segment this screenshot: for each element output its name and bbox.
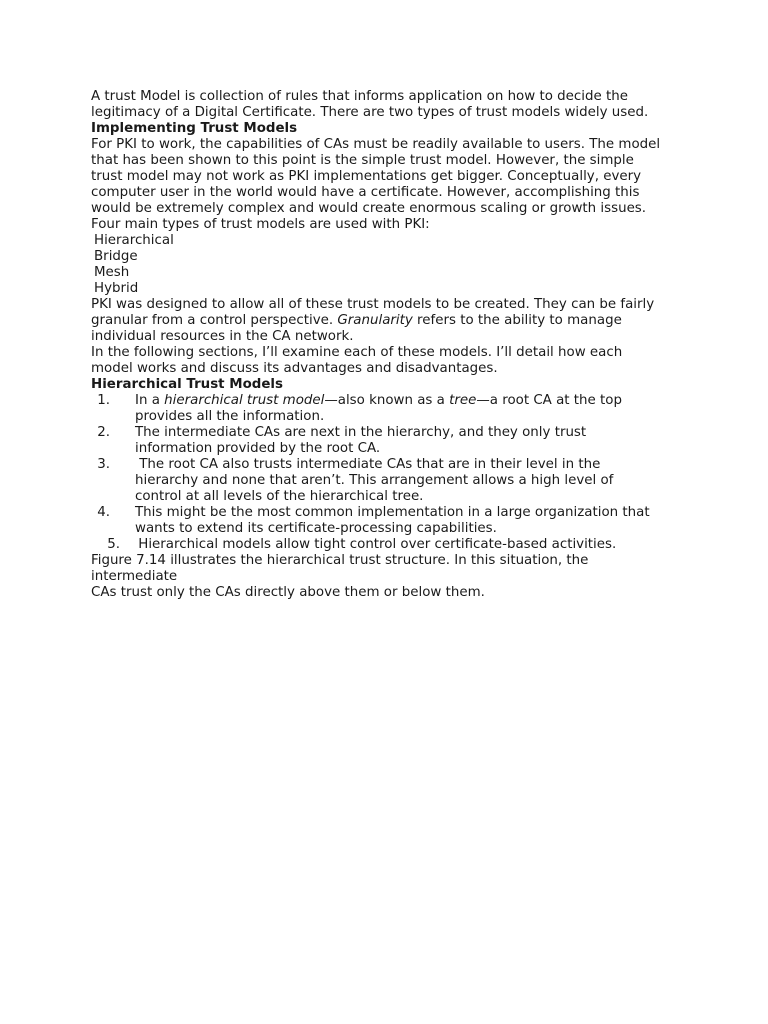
- para4-line-1: In the following sections, I’ll examine each of these models. I’ll detail how each: [91, 345, 623, 360]
- para1-line-4: computer user in the world would have a certificate. However, accomplishing this: [91, 185, 640, 200]
- para3-line-2: [91, 313, 691, 329]
- para1-line-3: trust model may not work as PKI implementations get bigger. Conceptually, every: [91, 169, 642, 184]
- list-item-4: [91, 505, 691, 521]
- document-page: [91, 89, 691, 601]
- intro-line-2: legitimacy of a Digital Certificate. There are two types of trust models widely used.: [91, 105, 649, 120]
- list-item-text: Hierarchical models allow tight control over certificate-based activities.: [134, 537, 617, 552]
- list-item-5: [91, 537, 691, 553]
- hierarchical-trust-model-term: hierarchical trust model: [164, 393, 325, 408]
- model-item-bridge: Bridge: [94, 249, 138, 264]
- model-item-hybrid: Hybrid: [94, 281, 139, 296]
- list-item-3: [91, 457, 691, 473]
- list-item-1-continuation: provides all the information.: [135, 409, 325, 424]
- closing-line-1: Figure 7.14 illustrates the hierarchical trust structure. In this situation, the: [91, 553, 589, 568]
- list-number: 5.: [107, 537, 120, 552]
- model-item-hierarchical: Hierarchical: [94, 233, 174, 248]
- list-item-text: The intermediate CAs are next in the hierarchy, and they only trust: [135, 425, 587, 440]
- para3-line-2-pre: granular from a control perspective.: [91, 313, 338, 328]
- para3-line-2-post: refers to the ability to manage: [412, 313, 622, 328]
- list-item-2-continuation: information provided by the root CA.: [135, 441, 381, 456]
- para1-line-5: would be extremely complex and would create enormous scaling or growth issues.: [91, 201, 647, 216]
- list-item-4-continuation: wants to extend its certificate-processing capabilities.: [135, 521, 497, 536]
- list-item-text: [110, 393, 622, 409]
- list-item-text: The root CA also trusts intermediate CAs that are in their level in the: [135, 457, 601, 472]
- heading-hierarchical-trust-models: Hierarchical Trust Models: [91, 377, 283, 392]
- closing-line-2: intermediate: [91, 569, 178, 584]
- para1-line-2: that has been shown to this point is the simple trust model. However, the simple: [91, 153, 634, 168]
- list-number: 2.: [97, 425, 110, 440]
- para3-granularity-term: Granularity: [337, 313, 413, 328]
- list-item-1-mid: —also known as a: [324, 393, 450, 408]
- model-item-mesh: Mesh: [94, 265, 130, 280]
- para4-line-2: model works and discuss its advantages and disadvantages.: [91, 361, 498, 376]
- list-item-3-continuation-2: control at all levels of the hierarchical tree.: [135, 489, 424, 504]
- list-item-text: This might be the most common implementation in a large organization that: [135, 505, 650, 520]
- para3-line-1: PKI was designed to allow all of these trust models to be created. They can be fairly: [91, 297, 655, 312]
- heading-implementing-trust-models: Implementing Trust Models: [91, 121, 298, 136]
- tree-term: tree: [449, 393, 477, 408]
- list-number: 1.: [97, 393, 110, 408]
- closing-line-3: CAs trust only the CAs directly above them or below them.: [91, 585, 485, 600]
- para2-line: Four main types of trust models are used with PKI:: [91, 217, 430, 232]
- list-item-1: [91, 393, 691, 409]
- para1-line-1: For PKI to work, the capabilities of CAs must be readily available to users. The model: [91, 137, 661, 152]
- list-item-1-pre: In a: [135, 393, 165, 408]
- list-number: 4.: [97, 505, 110, 520]
- list-number: 3.: [97, 457, 110, 472]
- list-item-3-continuation-1: hierarchy and none that aren’t. This arrangement allows a high level of: [135, 473, 614, 488]
- list-item-2: [91, 425, 691, 441]
- intro-line-1: A trust Model is collection of rules that informs application on how to decide the: [91, 89, 628, 104]
- list-item-1-post: —a root CA at the top: [476, 393, 622, 408]
- para3-line-3: individual resources in the CA network.: [91, 329, 354, 344]
